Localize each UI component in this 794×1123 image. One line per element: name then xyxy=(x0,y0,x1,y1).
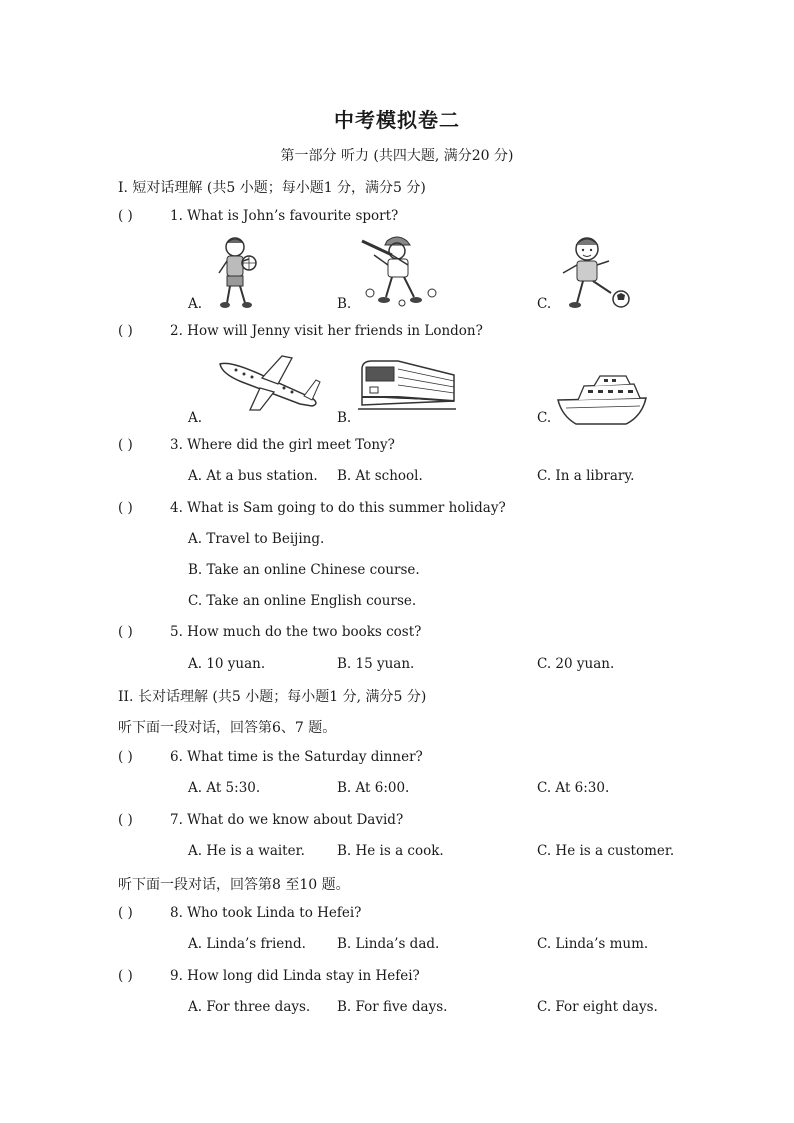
option-b[interactable]: B. He is a cook. xyxy=(337,843,444,859)
option-c[interactable]: C. For eight days. xyxy=(537,999,658,1015)
section-1-heading: I. 短对话理解 (共5 小题；每小题1 分，满分5 分) xyxy=(118,180,426,196)
option-a[interactable]: A. At a bus station. xyxy=(188,468,318,484)
question-text: 4. What is Sam going to do this summer holiday? xyxy=(170,500,506,516)
question-text: 7. What do we know about David? xyxy=(170,812,404,828)
option-a[interactable]: A. At 5:30. xyxy=(188,780,261,796)
option-b[interactable]: B. 15 yuan. xyxy=(337,656,415,672)
airplane-image xyxy=(212,350,324,414)
option-c[interactable]: C. He is a customer. xyxy=(537,843,675,859)
question-text: 3. Where did the girl meet Tony? xyxy=(170,437,395,453)
option-c[interactable]: C. Take an online English course. xyxy=(188,593,417,609)
option-b[interactable]: B. At 6:00. xyxy=(337,780,410,796)
option-b[interactable]: B. For five days. xyxy=(337,999,448,1015)
option-a[interactable]: A. Travel to Beijing. xyxy=(188,531,325,547)
option-b[interactable]: B. At school. xyxy=(337,468,423,484)
question-3 xyxy=(118,437,395,453)
option-b[interactable]: B. Take an online Chinese course. xyxy=(188,562,420,578)
option-b[interactable]: B. Linda’s dad. xyxy=(337,936,440,952)
question-2 xyxy=(118,323,483,339)
option-a[interactable]: A. He is a waiter. xyxy=(188,843,305,859)
question-text: 1. What is John’s favourite sport? xyxy=(170,208,399,224)
question-text: 9. How long did Linda stay in Hefei? xyxy=(170,968,420,984)
question-text: 8. Who took Linda to Hefei? xyxy=(170,905,362,921)
question-8 xyxy=(118,905,361,921)
option-c[interactable]: C. xyxy=(537,296,552,312)
question-text: 6. What time is the Saturday dinner? xyxy=(170,749,423,765)
option-c[interactable]: C. 20 yuan. xyxy=(537,656,615,672)
answer-blank[interactable]: ( ) xyxy=(118,749,133,765)
answer-blank[interactable]: ( ) xyxy=(118,500,133,516)
answer-blank[interactable]: ( ) xyxy=(118,437,133,453)
question-7 xyxy=(118,812,403,828)
train-image xyxy=(358,357,456,411)
option-b[interactable]: B. xyxy=(337,410,352,426)
option-c[interactable]: C. At 6:30. xyxy=(537,780,610,796)
section-2-intro-1: 听下面一段对话，回答第6、7 题。 xyxy=(118,720,337,736)
option-c[interactable]: C. In a library. xyxy=(537,468,635,484)
answer-blank[interactable]: ( ) xyxy=(118,812,133,828)
baseball-boy-image xyxy=(352,233,442,308)
question-text: 2. How will Jenny visit her friends in London? xyxy=(170,323,483,339)
option-a[interactable]: A. Linda’s friend. xyxy=(188,936,306,952)
answer-blank[interactable]: ( ) xyxy=(118,905,133,921)
question-text: 5. How much do the two books cost? xyxy=(170,624,422,640)
question-6 xyxy=(118,749,423,765)
option-c[interactable]: C. Linda’s mum. xyxy=(537,936,649,952)
section-2-intro-2: 听下面一段对话，回答第8 至10 题。 xyxy=(118,877,350,893)
question-9 xyxy=(118,968,420,984)
soccer-boy-image xyxy=(555,233,635,311)
answer-blank[interactable]: ( ) xyxy=(118,968,133,984)
section-2-heading: II. 长对话理解 (共5 小题；每小题1 分, 满分5 分) xyxy=(118,689,427,705)
option-b[interactable]: B. xyxy=(337,296,352,312)
question-1 xyxy=(118,208,398,224)
question-4 xyxy=(118,500,506,516)
question-5 xyxy=(118,624,421,640)
part-heading: 第一部分 听力 (共四大题, 满分20 分) xyxy=(280,148,514,164)
option-c[interactable]: C. xyxy=(537,410,552,426)
answer-blank[interactable]: ( ) xyxy=(118,624,133,640)
answer-blank[interactable]: ( ) xyxy=(118,208,133,224)
page-title: 中考模拟卷二 xyxy=(334,108,460,132)
option-a[interactable]: A. xyxy=(188,296,203,312)
option-a[interactable]: A. For three days. xyxy=(188,999,311,1015)
answer-blank[interactable]: ( ) xyxy=(118,323,133,339)
basketball-boy-image xyxy=(205,235,265,310)
ship-image xyxy=(556,370,648,428)
option-a[interactable]: A. 10 yuan. xyxy=(188,656,266,672)
option-a[interactable]: A. xyxy=(188,410,203,426)
